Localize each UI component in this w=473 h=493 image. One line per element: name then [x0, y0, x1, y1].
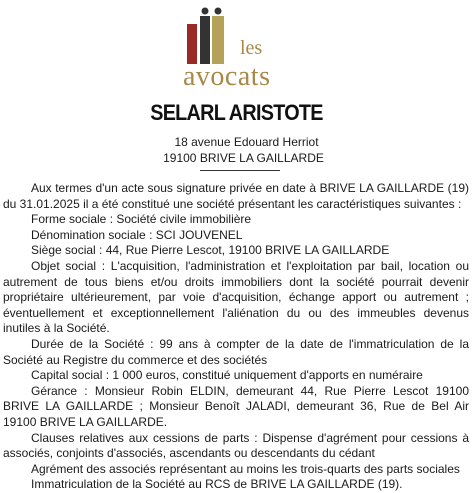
logo-word-avocats: avocats: [183, 61, 271, 92]
paragraph-objet-social: Objet social : L'acquisition, l'administration et l'exploitation par bail, location ou autrement de tous biens et/ou droits immobiliers dont la société pourrait devenir propriétaire ultérieurement, par voie d'acquisition, échange apport ou autrement ; éventuellement et exceptionnellement l'aliénation du ou des immeubles devenus inutiles à la Société.: [3, 258, 469, 336]
paragraph-forme-sociale: Forme sociale : Société civile immobilière: [31, 212, 252, 227]
avocats-logo-icon: [185, 6, 235, 66]
paragraph-immatriculation: Immatriculation de la Société au RCS de BRIVE LA GAILLARDE (19).: [31, 477, 403, 492]
firm-name-heading: SELARL ARISTOTE: [150, 100, 323, 125]
paragraph-denomination: Dénomination sociale : SCI JOUVENEL: [31, 227, 243, 242]
paragraph-agrement: Agrément des associés représentant au moins les trois-quarts des parts sociales: [31, 461, 460, 476]
address-street: 18 avenue Edouard Herriot: [174, 135, 319, 149]
address-city: 19100 BRIVE LA GAILLARDE: [163, 151, 324, 165]
paragraph-capital: Capital social : 1 000 euros, constitué uniquement d'apports en numéraire: [31, 368, 423, 383]
paragraph-siege-social: Siège social : 44, Rue Pierre Lescot, 19100 BRIVE LA GAILLARDE: [31, 243, 390, 258]
legal-notice-body: [3, 181, 469, 493]
paragraph-intro: Aux termes d'un acte sous signature privée en date à BRIVE LA GAILLARDE (19) du 31.01.2025 il a été constitué une société présentant les caractéristiques suivantes :: [3, 181, 469, 211]
logo-word-les: les: [240, 37, 263, 59]
firm-address: [0, 134, 473, 166]
paragraph-cessions: Clauses relatives aux cessions de parts : Dispense d'agrément pour cessions à associés, conjoints d'associés, ascendants ou descendants du cédant: [3, 430, 469, 461]
law-firm-logo: [185, 6, 295, 96]
paragraph-duree: Durée de la Société : 99 ans à compter de la date de l'immatriculation de la Société au Registre du commerce et des sociétés: [3, 336, 469, 367]
paragraph-gerance: Gérance : Monsieur Robin ELDIN, demeurant 44, Rue Pierre Lescot 19100 BRIVE LA GAILLARDE ; Monsieur Benoît JALADI, demeurant 36, Rue de Bel Air 19100 BRIVE LA GAILLARDE.: [3, 383, 469, 429]
divider-line: [200, 170, 280, 171]
